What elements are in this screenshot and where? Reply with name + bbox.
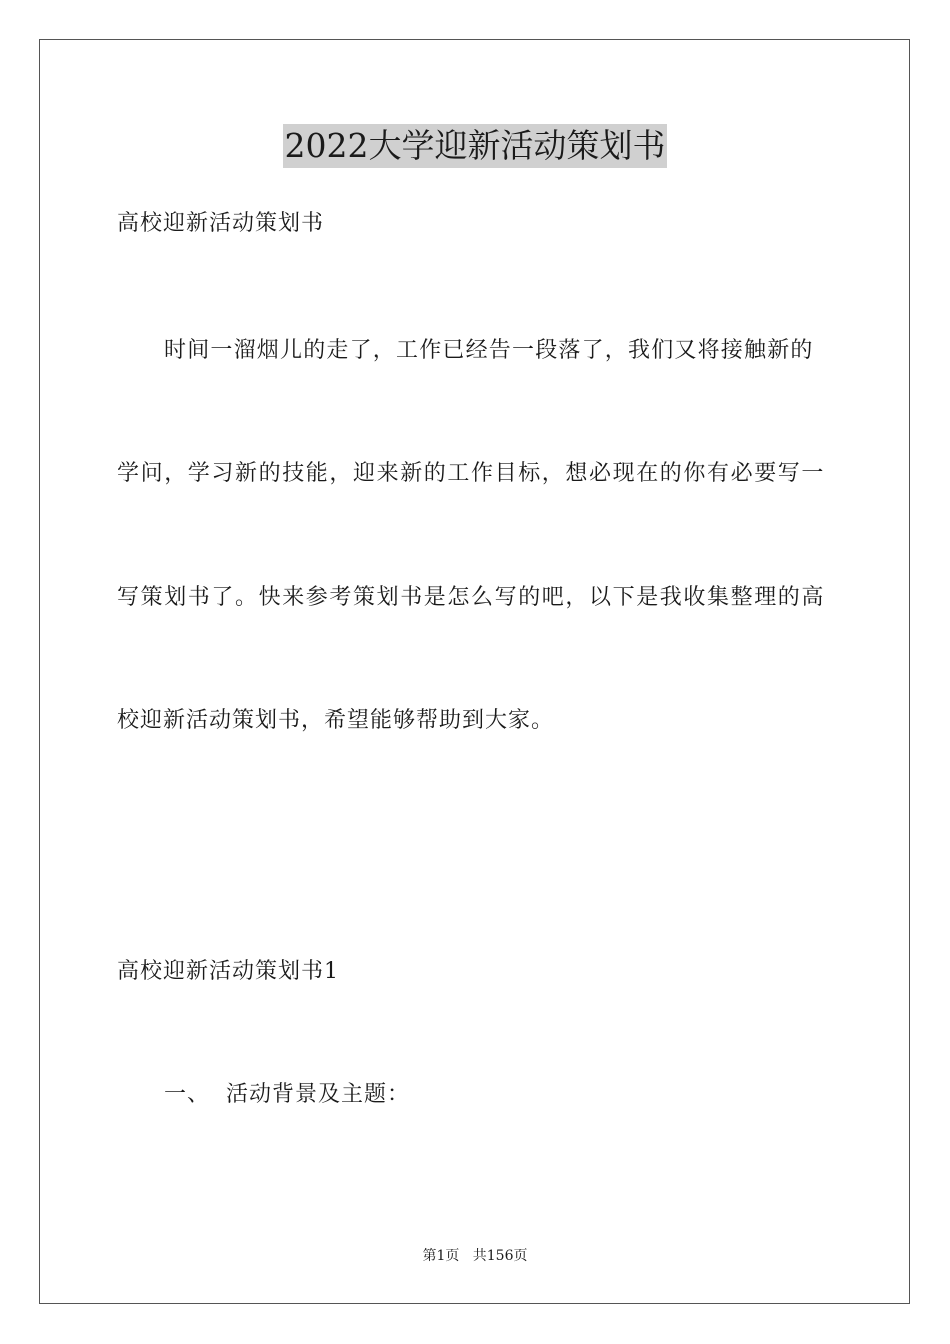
intro-line-2: 学问，学习新的技能，迎来新的工作目标，想必现在的你有必要写一 bbox=[117, 461, 826, 486]
page-number-footer: 第1页 共156页 bbox=[422, 1248, 528, 1264]
document-title: 2022大学迎新活动策划书 bbox=[283, 124, 668, 168]
list-item-1: 一、 活动背景及主题： bbox=[164, 1082, 410, 1107]
section-heading: 高校迎新活动策划书1 bbox=[117, 959, 339, 984]
document-subtitle: 高校迎新活动策划书 bbox=[117, 211, 325, 236]
intro-line-4: 校迎新活动策划书，希望能够帮助到大家。 bbox=[117, 708, 555, 733]
intro-line-3: 写策划书了。快来参考策划书是怎么写的吧，以下是我收集整理的高 bbox=[117, 585, 826, 610]
intro-line-1: 时间一溜烟儿的走了，工作已经告一段落了，我们又将接触新的 bbox=[164, 338, 814, 363]
title-container bbox=[0, 124, 950, 168]
